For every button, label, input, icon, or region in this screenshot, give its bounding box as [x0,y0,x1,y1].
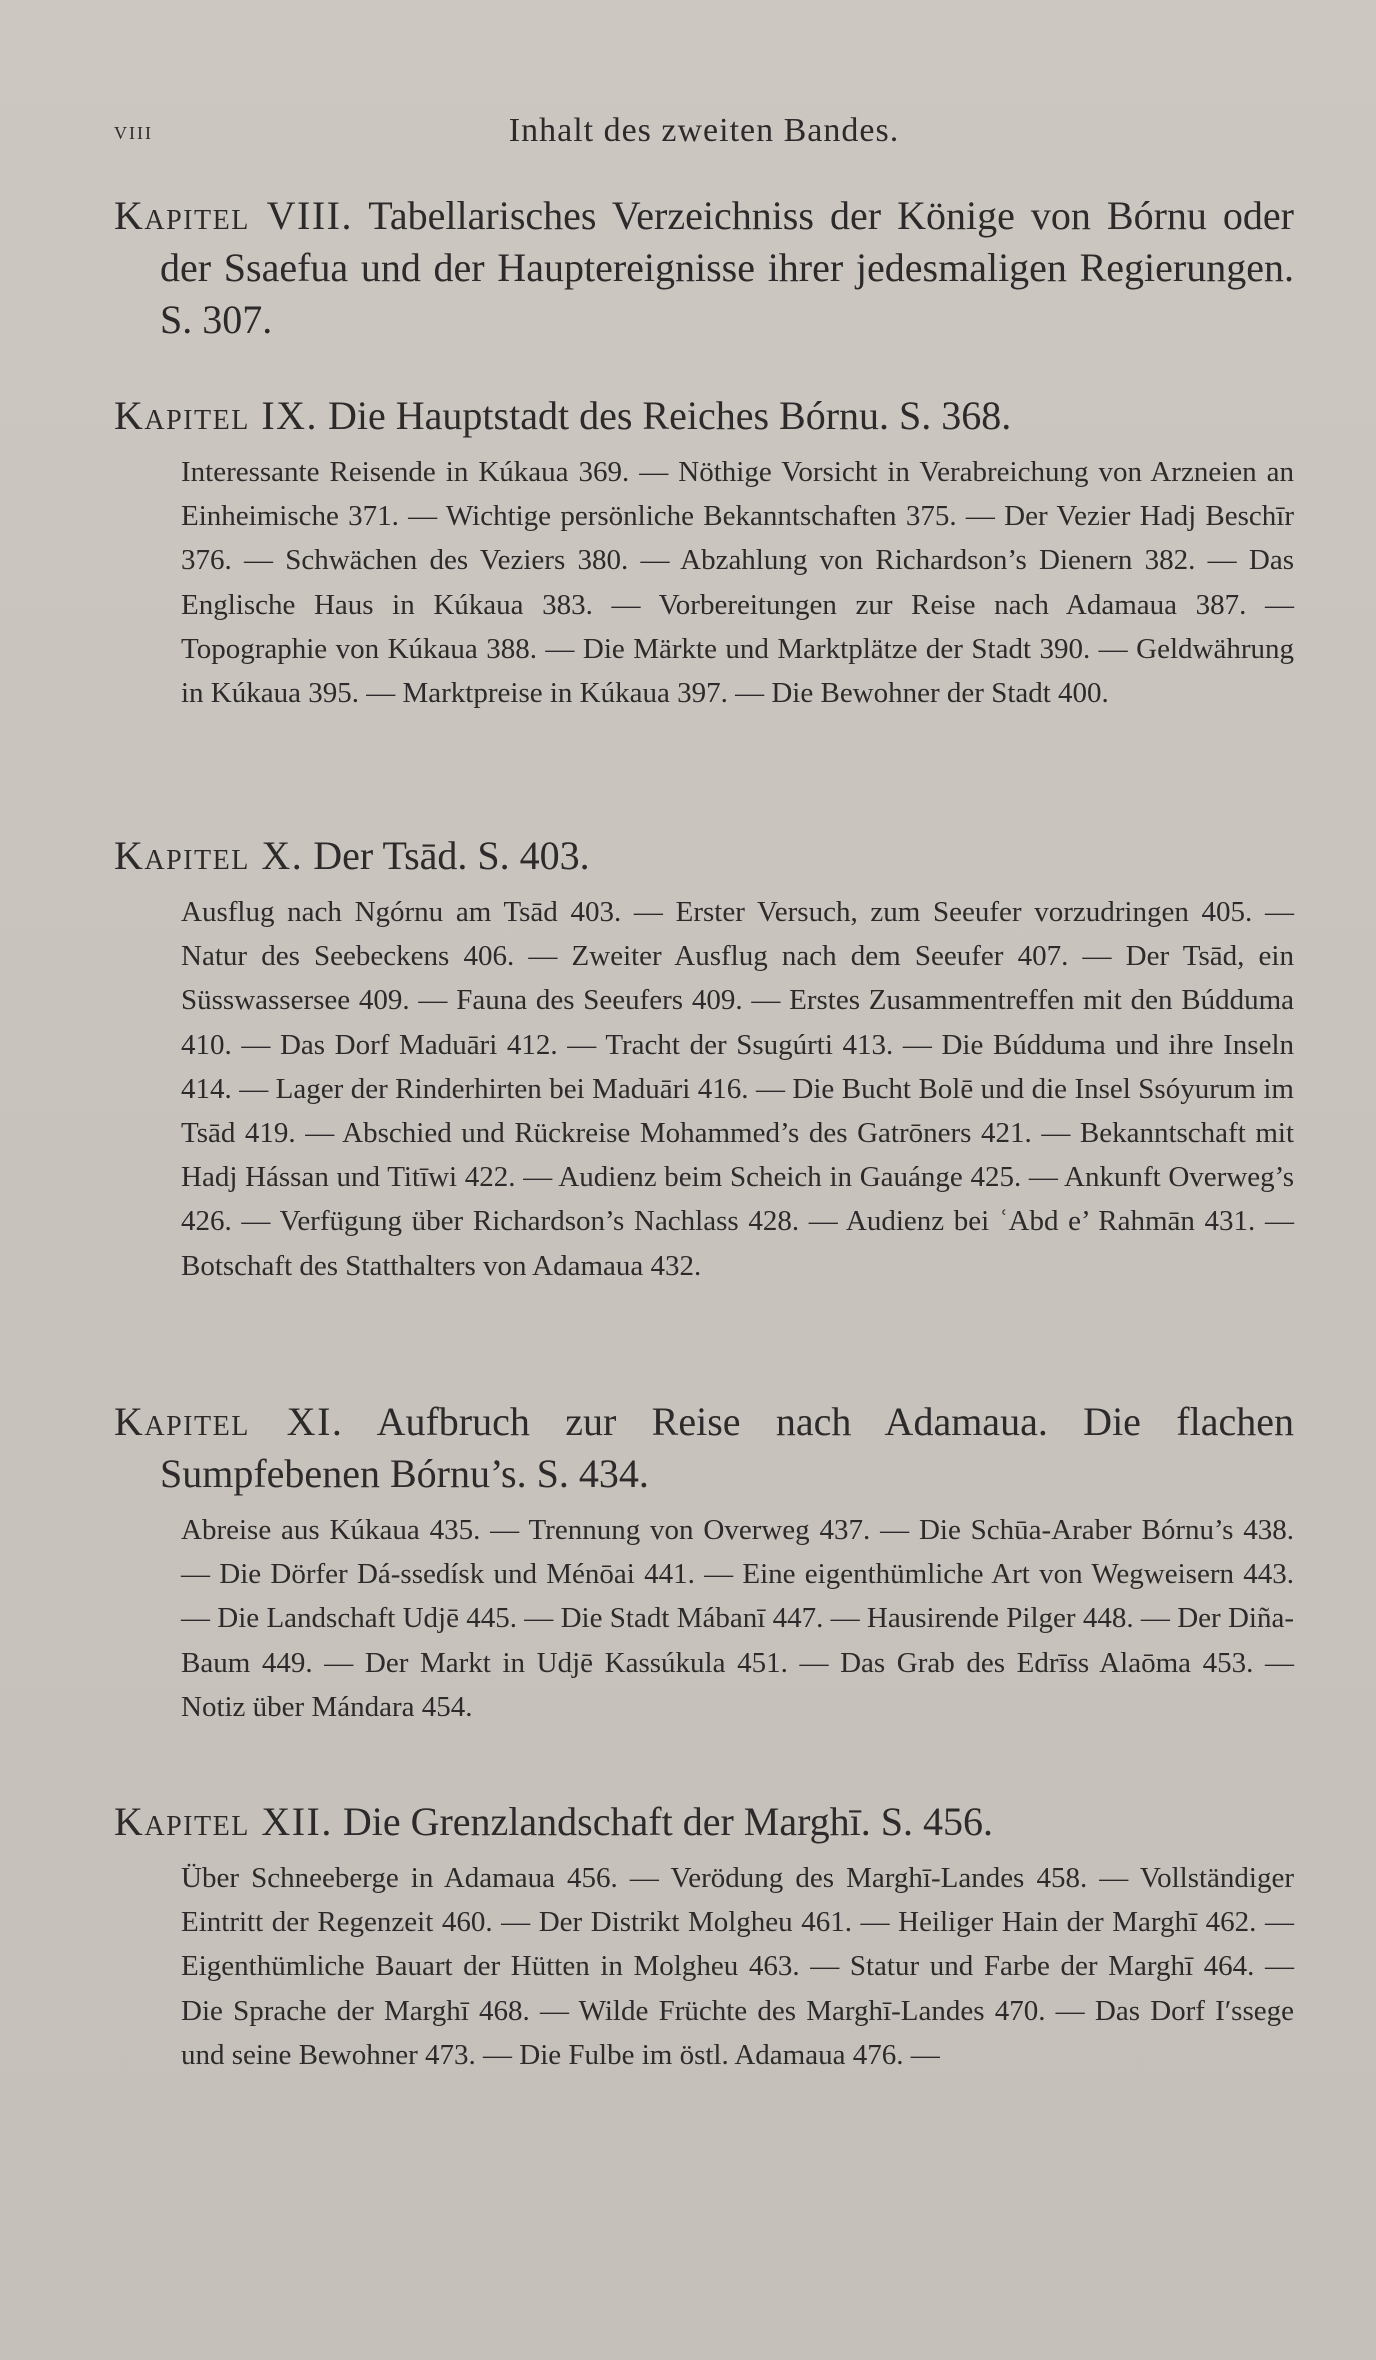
chapter-title: Die Hauptstadt des Reiches Bórnu. [328,393,890,438]
chapter-label: Kapitel X. [114,833,304,878]
chapter-11 [114,1396,1294,1729]
chapter-10 [114,830,1294,1288]
chapter-heading [114,1796,1294,1848]
chapter-label: Kapitel XI. [114,1399,344,1444]
page-number: viii [114,116,153,145]
running-title: Inhalt des zweiten Bandes. [508,112,900,149]
chapter-label: Kapitel XII. [114,1799,333,1844]
chapter-page-ref: S. 434. [536,1451,649,1496]
chapter-heading [114,190,1294,346]
chapter-12 [114,1796,1294,2077]
chapter-9 [114,390,1294,715]
chapter-title: Der Tsād. [313,833,468,878]
chapter-page-ref: S. 368. [899,393,1012,438]
chapter-page-ref: S. 456. [880,1799,994,1844]
chapter-summary: Interessante Reisende in Kúkaua 369. — Nöthige Vorsicht in Verabreichung von Arzneien an Einheimische 371. — Wichtige persönliche Bekanntschaften 375. — Der Vezier Hadj Beschīr 376. — Schwächen des Veziers 380. — Abzahlung von Richardson’s Dienern 382. — Das Englische Haus in Kúkaua 383. — Vorbereitungen zur Reise nach Adamaua 387. — Topographie von Kúkaua 388. — Die Märkte und Marktplätze der Stadt 390. — Geldwährung in Kúkaua 395. — Marktpreise in Kúkaua 397. — Die Bewohner der Stadt 400. [181,456,1294,710]
chapter-summary: Abreise aus Kúkaua 435. — Trennung von Overweg 437. — Die Schūa-Araber Bórnu’s 438. — Die Dörfer Dá-ssedísk und Ménōai 441. — Eine eigenthümliche Art von Wegweisern 443. — Die Landschaft Udjē 445. — Die Stadt Mábanī 447. — Hausirende Pilger 448. — Der Diña-Baum 449. — Der Markt in Udjē Kassúkula 451. — Das Grab des Edrīss Alaōma 453. — Notiz über Mándara 454. [181,1514,1294,1723]
chapter-page-ref: S. 403. [477,833,590,878]
chapter-label: Kapitel VIII. [114,193,353,238]
chapter-title: Aufbruch zur Reise nach Adamaua. Die flachen Sumpfebenen Bórnu’s. [160,1399,1294,1496]
chapter-heading [114,1396,1294,1500]
chapter-heading [114,390,1294,442]
chapter-page-ref: S. 307. [160,297,273,342]
chapter-8 [114,190,1294,346]
running-head [114,112,1294,152]
chapter-label: Kapitel IX. [114,393,319,438]
chapter-title: Tabellarisches Verzeichniss der Könige von Bórnu oder der Ssaefua und der Hauptereignisse ihrer jedesmaligen Regierungen. [160,193,1294,290]
chapter-summary: Ausflug nach Ngórnu am Tsād 403. — Erster Versuch, zum Seeufer vorzudringen 405. — Natur des Seebeckens 406. — Zweiter Ausflug nach dem Seeufer 407. — Der Tsād, ein Süsswassersee 409. — Fauna des Seeufers 409. — Erstes Zusammentreffen mit den Búdduma 410. — Das Dorf Maduāri 412. — Tracht der Ssugúrti 413. — Die Búdduma und ihre Inseln 414. — Lager der Rinderhirten bei Maduāri 416. — Die Bucht Bolē und die Insel Ssóyurum im Tsād 419. — Abschied und Rückreise Mohammed’s des Gatrōners 421. — Bekanntschaft mit Hadj Hássan und Titīwi 422. — Audienz beim Scheich in Gauánge 425. — Ankunft Overweg’s 426. — Verfügung über Richardson’s Nachlass 428. — Audienz bei ʿAbd e’ Rahmān 431. — Botschaft des Statthalters von Adamaua 432. [181,896,1294,1282]
chapter-heading [114,830,1294,882]
chapter-summary: Über Schneeberge in Adamaua 456. — Verödung des Marghī-Landes 458. — Vollständiger Eintritt der Regenzeit 460. — Der Distrikt Molgheu 461. — Heiliger Hain der Marghī 462. — Eigenthümliche Bauart der Hütten in Molgheu 463. — Statur und Farbe der Marghī 464. — Die Sprache der Marghī 468. — Wilde Früchte des Marghī-Landes 470. — Das Dorf Iʹssege und seine Bewohner 473. — Die Fulbe im östl. Adamaua 476. — [181,1862,1294,2071]
chapter-title: Die Grenzlandschaft der Marghī. [342,1799,871,1844]
